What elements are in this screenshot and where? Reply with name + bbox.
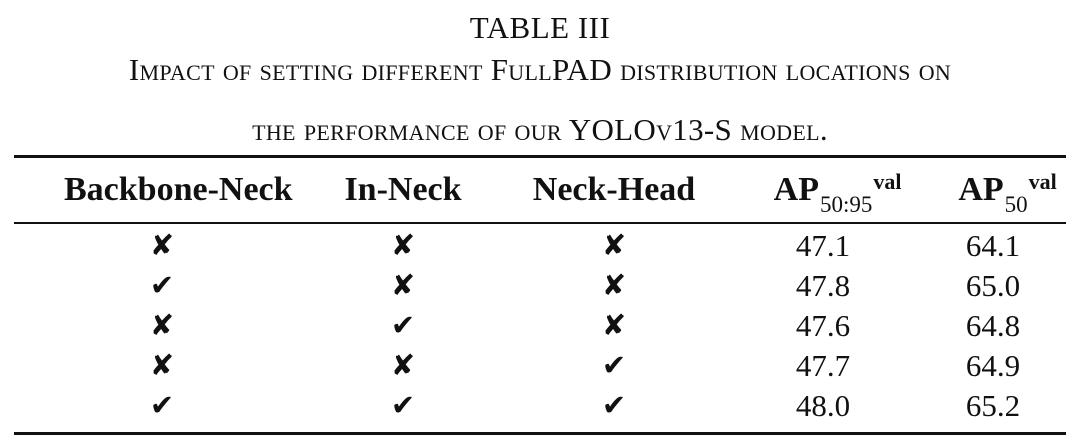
table-header-rule [14,222,1066,224]
neck-head-mark: ✔ [601,388,627,422]
header-in-neck: In-Neck [344,171,462,208]
header-ap-50-95-subscript: 50:95 [819,192,873,217]
in-neck-mark: ✘ [390,228,416,262]
header-ap-50-subscript: 50 [1004,192,1028,217]
header-ap-50-95-superscript: val [873,169,902,194]
neck-head-mark: ✘ [601,308,627,342]
ap-50-95-value: 47.6 [795,308,851,343]
table-caption-line-2: the performance of our YOLOv13-S model. [252,112,828,147]
ap-50-value: 65.2 [965,388,1021,423]
table-row [0,226,1080,265]
table-caption-line-1: Impact of setting different FullPAD distribution locations on [128,52,952,87]
in-neck-mark: ✘ [390,268,416,302]
ap-50-value: 65.0 [965,268,1021,303]
backbone-neck-mark: ✔ [149,268,175,302]
backbone-neck-mark: ✘ [149,228,175,262]
header-ap-50-base: AP [958,171,1004,208]
neck-head-mark: ✔ [601,348,627,382]
table-row [0,266,1080,305]
table-top-rule [14,155,1066,158]
header-ap-50 [943,166,1057,217]
neck-head-mark: ✘ [601,228,627,262]
ap-50-95-value: 47.1 [795,228,851,263]
backbone-neck-mark: ✘ [149,308,175,342]
ap-50-value: 64.8 [965,308,1021,343]
ap-50-95-value: 47.7 [795,348,851,383]
ap-50-value: 64.9 [965,348,1021,383]
in-neck-mark: ✔ [390,308,416,342]
header-ap-50-superscript: val [1028,169,1057,194]
neck-head-mark: ✘ [601,268,627,302]
ap-50-value: 64.1 [965,228,1021,263]
backbone-neck-mark: ✘ [149,348,175,382]
header-backbone-neck: Backbone-Neck [64,171,293,208]
header-neck-head: Neck-Head [532,171,696,208]
in-neck-mark: ✘ [390,348,416,382]
table-row [0,346,1080,385]
ap-50-95-value: 47.8 [795,268,851,303]
table-bottom-rule [14,432,1066,435]
table-row [0,306,1080,345]
table-label: TABLE III [469,10,611,45]
header-ap-50-95 [758,166,902,217]
header-ap-50-95-base: AP [773,171,819,208]
in-neck-mark: ✔ [390,388,416,422]
table-row [0,386,1080,425]
ap-50-95-value: 48.0 [795,388,851,423]
backbone-neck-mark: ✔ [149,388,175,422]
